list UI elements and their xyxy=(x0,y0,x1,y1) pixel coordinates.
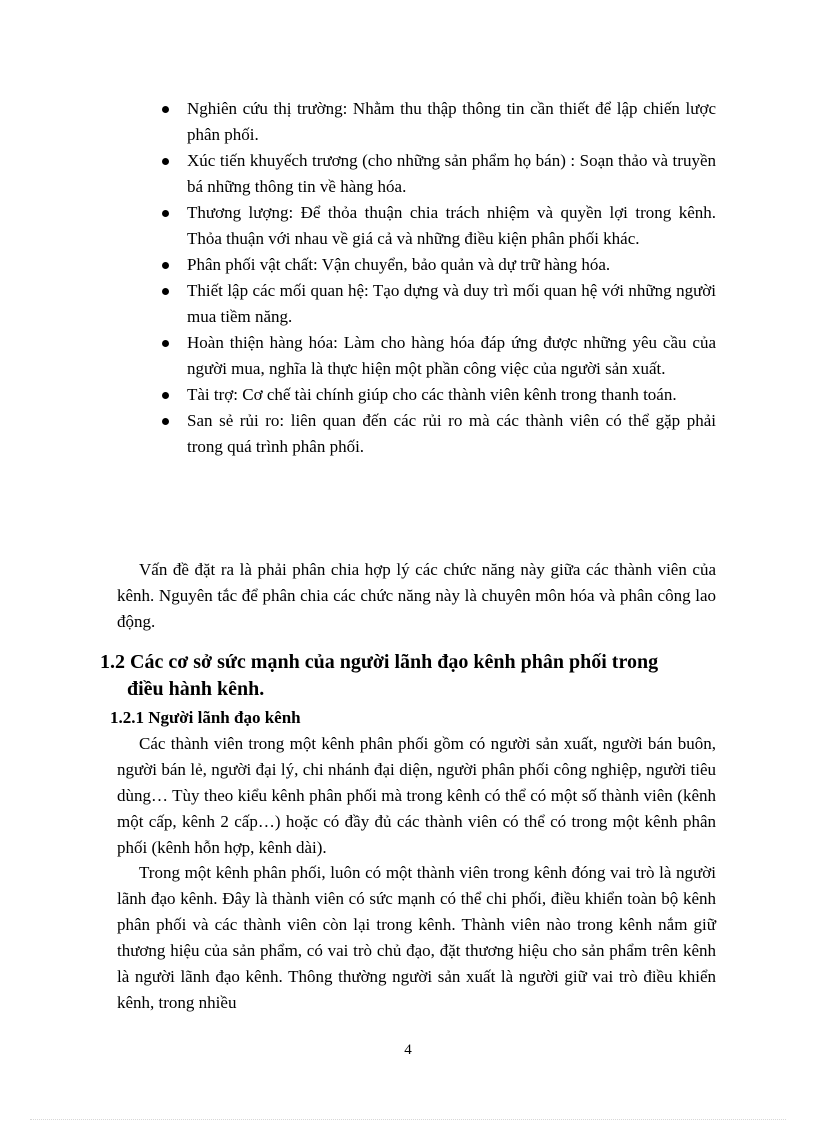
bullet-dot-icon xyxy=(162,418,169,425)
bullet-text: Phân phối vật chất: Vận chuyển, bảo quản và dự trữ hàng hóa. xyxy=(187,255,611,274)
bullet-item xyxy=(160,148,716,200)
function-bullet-list xyxy=(160,96,716,460)
bullet-item xyxy=(160,278,716,330)
bullet-dot-icon xyxy=(162,210,169,217)
bullet-dot-icon xyxy=(162,392,169,399)
section-number: 1.2 xyxy=(100,651,125,673)
bullet-text: Thương lượng: Để thỏa thuận chia trách nhiệm và quyền lợi trong kênh. Thỏa thuận với nhau về giá cả và những điều kiện phân phối khác. xyxy=(187,203,716,248)
bullet-dot-icon xyxy=(162,340,169,347)
section-title-line2: điều hành kênh. xyxy=(127,678,265,700)
bullet-text: Xúc tiến khuyếch trương (cho những sản phẩm họ bán) : Soạn thảo và truyền bá những thông tin về hàng hóa. xyxy=(187,151,716,196)
bullet-text: Hoàn thiện hàng hóa: Làm cho hàng hóa đáp ứng được những yêu cầu của người mua, nghĩa là thực hiện một phần công việc của người sản xuất. xyxy=(187,333,716,378)
page-number: 4 xyxy=(404,1042,412,1058)
section-heading xyxy=(100,649,720,703)
bullet-item xyxy=(160,330,716,382)
paragraph-channel-leader: Trong một kênh phân phối, luôn có một thành viên trong kênh đóng vai trò là người lãnh đạo kênh. Đây là thành viên có sức mạnh có thể chi phối, điều khiển toàn bộ kênh phân phối và các thành viên còn lại trong kênh. Thành viên nào trong kênh nắm giữ thương hiệu của sản phẩm, có vai trò chủ đạo, đặt thương hiệu cho sản phẩm trên kênh là người lãnh đạo kênh. Thông thường người sản xuất là người giữ vai trò điều khiển kênh, trong nhiều xyxy=(117,863,716,1012)
bullet-item xyxy=(160,96,716,148)
bullet-text: Nghiên cứu thị trường: Nhằm thu thập thông tin cần thiết để lập chiến lược phân phối. xyxy=(187,99,716,144)
bullet-dot-icon xyxy=(162,106,169,113)
bullet-item xyxy=(160,200,716,252)
bullet-text: Tài trợ: Cơ chế tài chính giúp cho các thành viên kênh trong thanh toán. xyxy=(187,385,677,404)
section-title-line1: Các cơ sở sức mạnh của người lãnh đạo kênh phân phối trong xyxy=(130,651,659,673)
bullet-dot-icon xyxy=(162,158,169,165)
bullet-item xyxy=(160,382,716,408)
bullet-item xyxy=(160,408,716,460)
paragraph-channel-members: Các thành viên trong một kênh phân phối gồm có người sản xuất, người bán buôn, người bán lẻ, người đại lý, chi nhánh đại diện, người phân phối công nghiệp, người tiêu dùng… Tùy theo kiểu kênh phân phối mà trong kênh có thể có một số thành viên (kênh một cấp, kênh 2 cấp…) hoặc có đầy đủ các thành viên có thể có trong một kênh phân phối (kênh hỗn hợp, kênh dài). xyxy=(117,734,716,857)
bullet-dot-icon xyxy=(162,262,169,269)
paragraph-function-division: Vấn đề đặt ra là phải phân chia hợp lý các chức năng này giữa các thành viên của kênh. Nguyên tắc để phân chia các chức năng này là chuyên môn hóa và phân công lao động. xyxy=(117,560,716,631)
bullet-dot-icon xyxy=(162,288,169,295)
bullet-text: Thiết lập các mối quan hệ: Tạo dựng và duy trì mối quan hệ với những người mua tiềm năng. xyxy=(187,281,716,326)
bullet-text: San sẻ rủi ro: liên quan đến các rủi ro mà các thành viên có thể gặp phải trong quá trình phân phối. xyxy=(187,411,716,456)
page-bottom-divider xyxy=(30,1119,786,1120)
subsection-heading: 1.2.1 Người lãnh đạo kênh xyxy=(110,708,301,727)
bullet-item xyxy=(160,252,716,278)
